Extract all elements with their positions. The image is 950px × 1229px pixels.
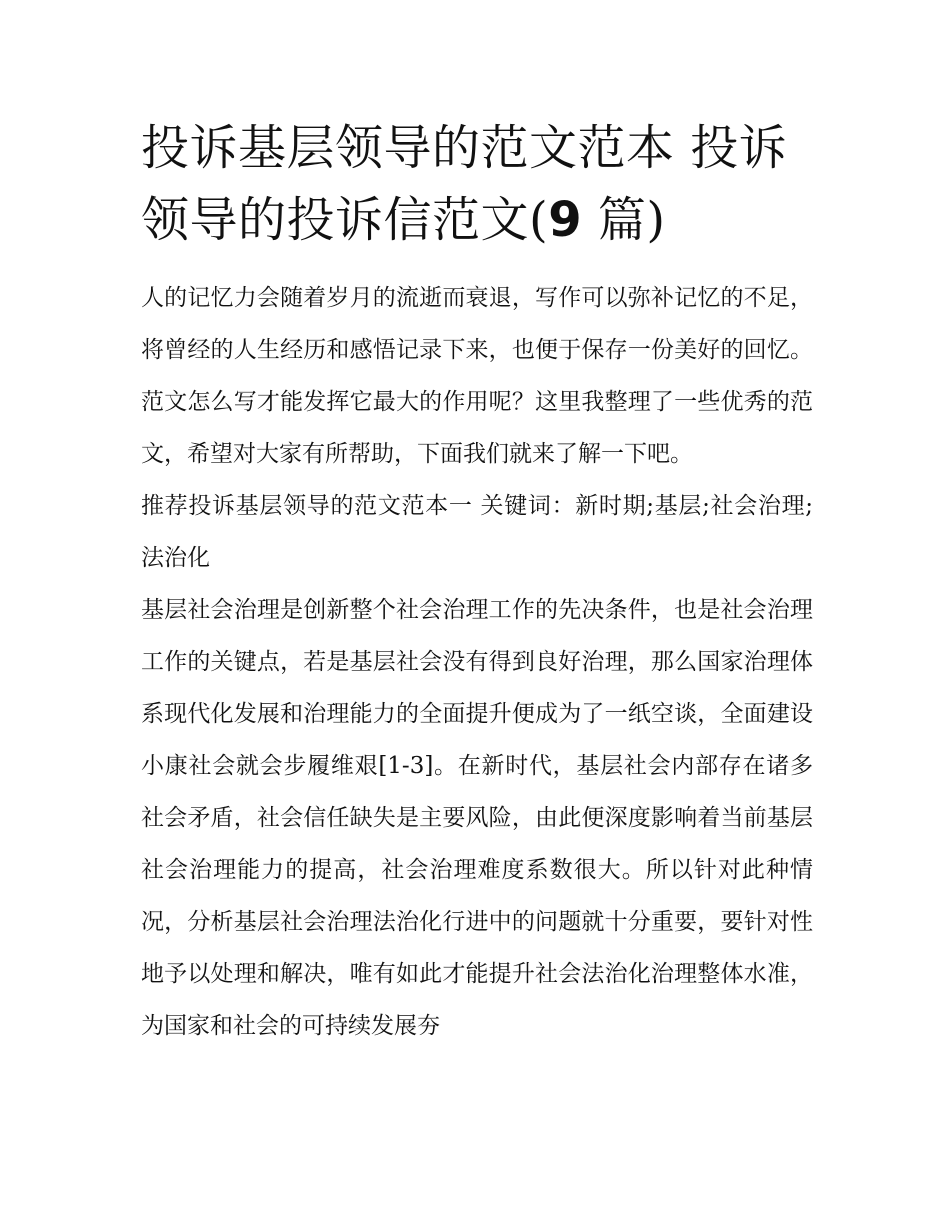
- intro-paragraph: 人的记忆力会随着岁月的流逝而衰退，写作可以弥补记忆的不足，将曾经的人生经历和感悟记录下来，也便于保存一份美好的回忆。范文怎么写才能发挥它最大的作用呢？这里我整理了一些优秀的范文，希望对大家有所帮助，下面我们就来了解一下吧。: [141, 285, 813, 467]
- document-title: [141, 112, 813, 256]
- document-page: [141, 112, 813, 1052]
- recommendation-heading: 推荐投诉基层领导的范文范本一 关键词：新时期;基层;社会治理;法治化: [141, 493, 813, 571]
- title-text: 投诉基层领导的范文范本 投诉领导的投诉信范文(: [141, 120, 788, 248]
- body-paragraph: 基层社会治理是创新整个社会治理工作的先决条件，也是社会治理工作的关键点，若是基层社会没有得到良好治理，那么国家治理体系现代化发展和治理能力的全面提升便成为了一纸空谈，全面建设小康社会就会步履维艰[1-3]。在新时代，基层社会内部存在诸多社会矛盾，社会信任缺失是主要风险，由此便深度影响着当前基层社会治理能力的提高，社会治理难度系数很大。所以针对此种情况，分析基层社会治理法治化行进中的问题就十分重要，要针对性地予以处理和解决，唯有如此才能提升社会法治化治理整体水准，为国家和社会的可持续发展夯: [141, 597, 813, 1039]
- title-count: 9: [548, 192, 583, 248]
- title-suffix: 篇): [582, 192, 666, 248]
